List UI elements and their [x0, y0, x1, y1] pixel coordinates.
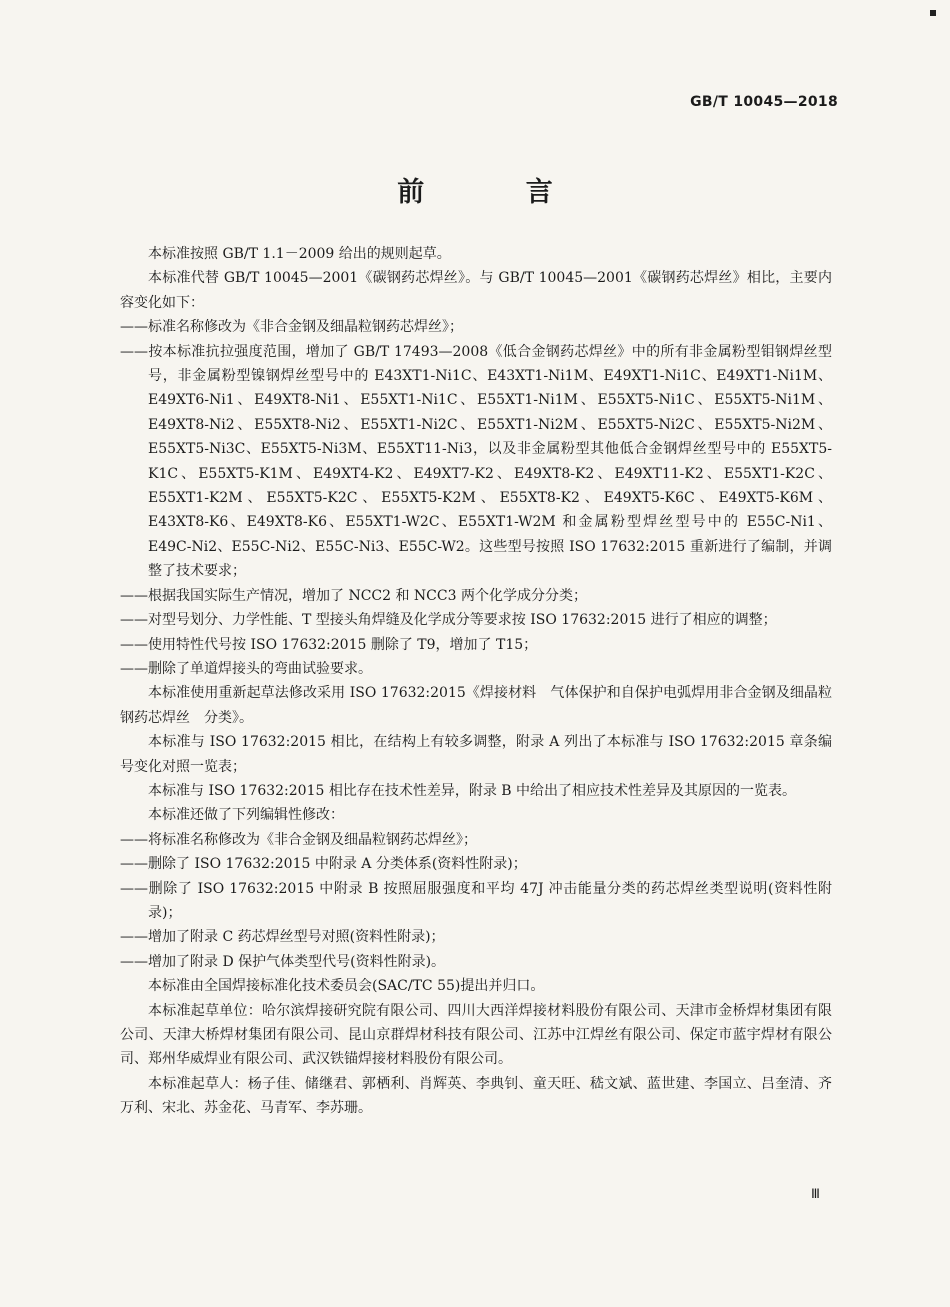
- list-item: ——使用特性代号按 ISO 17632:2015 删除了 T9，增加了 T15；: [120, 636, 538, 653]
- list-item: ——标准名称修改为《非合金钢及细晶粒钢药芯焊丝》；: [120, 319, 463, 336]
- page-title: 前 言: [397, 177, 599, 208]
- paragraph: 本标准代替 GB/T 10045—2001《碳钢药芯焊丝》。与 GB/T 10045—2001《碳钢药芯焊丝》相比，主要内容变化如下：: [120, 270, 832, 311]
- paragraph: 本标准使用重新起草法修改采用 ISO 17632:2015《焊接材料 气体保护和自保护电弧焊用非合金钢及细晶粒钢药芯焊丝 分类》。: [120, 685, 832, 726]
- page-number: Ⅲ: [811, 1187, 820, 1202]
- list-item: ——删除了单道焊接头的弯曲试验要求。: [120, 660, 372, 677]
- paragraph: 本标准与 ISO 17632:2015 相比存在技术性差异，附录 B 中给出了相应技术性差异及其原因的一览表。: [148, 782, 797, 799]
- list-item: ——增加了附录 C 药芯焊丝型号对照(资料性附录)；: [120, 929, 445, 946]
- scan-corner-mark: [930, 10, 936, 16]
- list-item: ——删除了 ISO 17632:2015 中附录 B 按照屈服强度和平均 47J 冲击能量分类的药芯焊丝类型说明(资料性附录)；: [120, 880, 832, 921]
- foreword-body: [120, 242, 832, 1121]
- paragraph: 本标准还做了下列编辑性修改：: [148, 807, 344, 824]
- paragraph: 本标准由全国焊接标准化技术委员会(SAC/TC 55)提出并归口。: [148, 978, 545, 995]
- list-item: ——根据我国实际生产情况，增加了 NCC2 和 NCC3 两个化学成分分类；: [120, 587, 587, 604]
- list-item: ——将标准名称修改为《非合金钢及细晶粒钢药芯焊丝》；: [120, 831, 477, 848]
- paragraph: 本标准起草单位：哈尔滨焊接研究院有限公司、四川大西洋焊接材料股份有限公司、天津市金桥焊材集团有限公司、天津大桥焊材集团有限公司、昆山京群焊材科技有限公司、江苏中江焊丝有限公司、保定市蓝宇焊材有限公司、郑州华威焊业有限公司、武汉铁锚焊接材料股份有限公司。: [120, 1002, 832, 1068]
- list-item: ——删除了 ISO 17632:2015 中附录 A 分类体系(资料性附录)；: [120, 856, 527, 873]
- list-item: ——按本标准抗拉强度范围，增加了 GB/T 17493—2008《低合金钢药芯焊丝》中的所有非金属粉型钼钢焊丝型号，非金属粉型镍钢焊丝型号中的 E43XT1-Ni1C、E43XT1-Ni1M、E49XT1-Ni1C、E49XT1-Ni1M、E49XT6-Ni1、E49XT8-Ni1、E55XT1-Ni1C、E55XT1-Ni1M、E55XT5-Ni1C、E55XT5-Ni1M、E49XT8-Ni2、E55XT8-Ni2、E55XT1-Ni2C、E55XT1-Ni2M、E55XT5-Ni2C、E55XT5-Ni2M、E55XT5-Ni3C、E55XT5-Ni3M、E55XT11-Ni3，以及非金属粉型其他低合金钢焊丝型号中的 E55XT5-K1C、E55XT5-K1M、E49XT4-K2、E49XT7-K2、E49XT8-K2、E49XT11-K2、E55XT1-K2C、E55XT1-K2M、E55XT5-K2C、E55XT5-K2M、E55XT8-K2、E49XT5-K6C、E49XT5-K6M、E43XT8-K6、E49XT8-K6、E55XT1-W2C、E55XT1-W2M 和金属粉型焊丝型号中的 E55C-Ni1、E49C-Ni2、E55C-Ni2、E55C-Ni3、E55C-W2。这些型号按照 ISO 17632:2015 重新进行了编制，并调整了技术要求；: [120, 343, 832, 580]
- paragraph: 本标准与 ISO 17632:2015 相比，在结构上有较多调整，附录 A 列出了本标准与 ISO 17632:2015 章条编号变化对照一览表；: [120, 734, 832, 775]
- paragraph: 本标准按照 GB/T 1.1－2009 给出的规则起草。: [148, 246, 451, 262]
- paragraph: 本标准起草人：杨子佳、储继君、郭栖利、肖辉英、李典钊、童天旺、嵇文斌、蓝世建、李国立、吕奎清、齐万利、宋北、苏金花、马青军、李苏珊。: [120, 1075, 832, 1117]
- standard-code: GB/T 10045—2018: [690, 94, 838, 110]
- list-item: ——增加了附录 D 保护气体类型代号(资料性附录)。: [120, 953, 446, 970]
- list-item: ——对型号划分、力学性能、T 型接头角焊缝及化学成分等要求按 ISO 17632:2015 进行了相应的调整；: [120, 612, 777, 629]
